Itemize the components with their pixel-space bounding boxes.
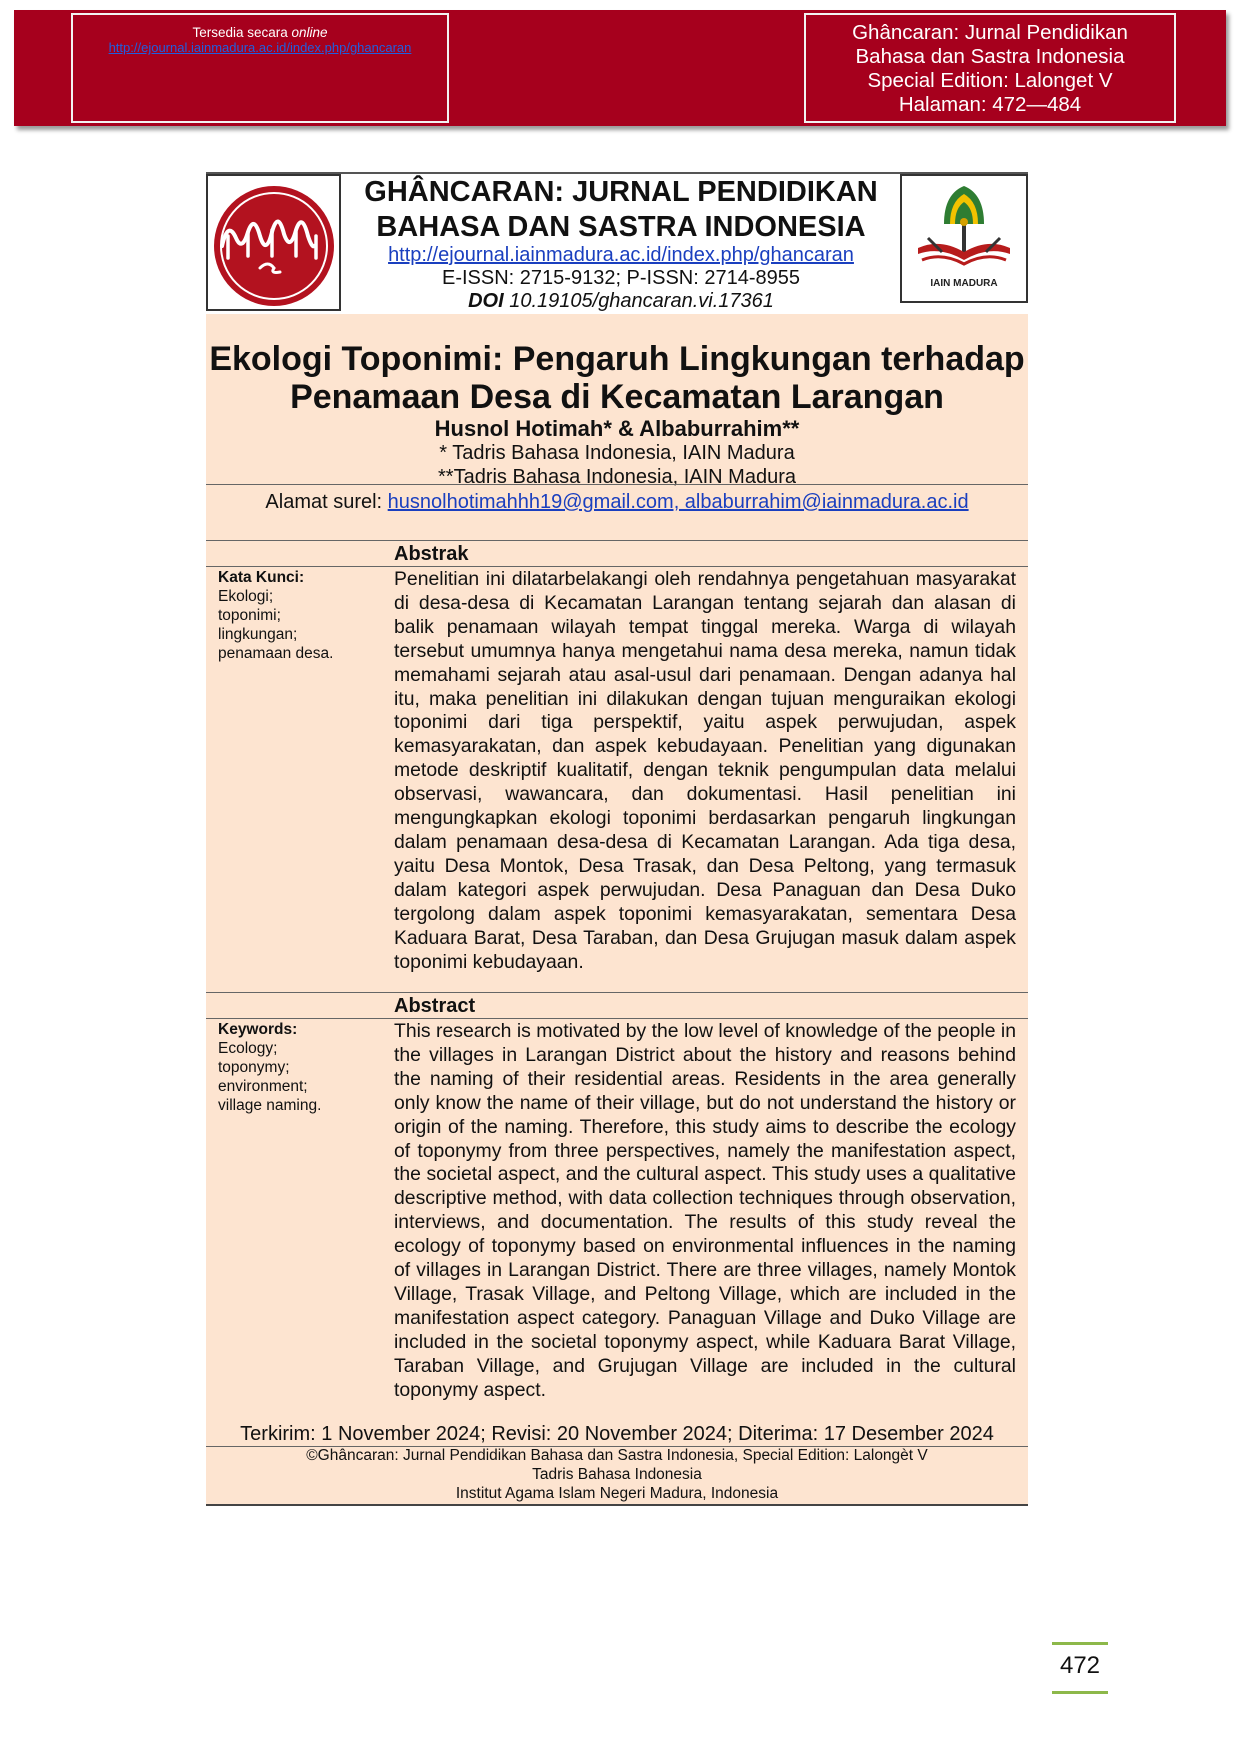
divider [206,1018,1028,1019]
issue-info-line: Halaman: 472—484 [898,93,1082,116]
affiliation: * Tadris Bahasa Indonesia, IAIN Madura [439,442,795,464]
doi: DOI 10.19105/ghancaran.vi.17361 [468,290,774,312]
availability-text: Tersedia secara online [192,25,328,40]
abstrak-body: Penelitian ini dilatarbelakangi oleh rendahnya pengetahuan masyarakat di desa-desa di Kecamatan Larangan tentang sejarah dan alasan di balik penamaan wilayah tempat tinggal mereka. Warga di wilayah tersebut umumnya hanya mengetahui nama desa mereka, namun tidak memahami sejarah atau asal-usul dari penamaan. Dengan adanya hal itu, maka penelitian ini dilakukan dengan tujuan menguraikan ekologi toponimi dari tiga perspektif, yaitu aspek perwujudan, aspek kemasyarakatan, dan aspek kebudayaan. Penelitian yang digunakan metode deskriptif kualitatif, dengan teknik pengumpulan data melalui observasi, wawancara, dan dokumentasi. Hasil penelitian ini mengungkapkan ekologi toponimi berdasarkan pengaruh lingkungan dalam penamaan desa-desa di Kecamatan Larangan. Ada tiga desa, yaitu Desa Montok, Desa Trasak, dan Desa Peltong, yang termasuk dalam kategori aspek perwujudan. Desa Panaguan dan Desa Duko tergolong dalam aspek toponimi kemasyarakatan, sementara Desa Kaduara Barat, Desa Taraban, dan Desa Grujugan masuk dalam aspek toponimi kebudayaan. [394,568,1016,973]
divider [206,540,1028,541]
abstrak-heading: Abstrak [394,543,469,565]
issue-info-line: Ghâncaran: Jurnal Pendidikan [852,21,1128,44]
issue-info-line: Special Edition: Lalonget V [867,69,1113,92]
divider [206,1504,1028,1506]
article-block [206,314,1028,1506]
abstract-heading: Abstract [394,995,476,1017]
page-number: 472 [1059,1652,1101,1679]
divider [206,992,1028,993]
iain-madura-logo [900,174,1028,303]
email-line: Alamat surel: husnolhotimahhh19@gmail.com, albaburrahim@iainmadura.ac.id [265,491,969,513]
authors: Husnol Hotimah* & Albaburrahim** [434,416,800,441]
affiliation: **Tadris Bahasa Indonesia, IAIN Madura [438,466,796,488]
journal-title-line: BAHASA DAN SASTRA INDONESIA [376,211,866,243]
divider [1052,1642,1108,1645]
issue-info-box [804,13,1176,123]
divider [1052,1691,1108,1694]
availability-box [71,13,449,123]
journal-homepage-link[interactable]: http://ejournal.iainmadura.ac.id/index.php/ghancaran [388,244,854,266]
journal-title-line: GHÂNCARAN: JURNAL PENDIDIKAN [364,176,878,208]
iain-madura-logo-text: IAIN MADURA [930,278,998,289]
divider [206,484,1028,485]
issue-info-line: Bahasa dan Sastra Indonesia [855,45,1125,68]
page-number-box [1052,1642,1108,1694]
author-email-link[interactable]: husnolhotimahhh19@gmail.com, albaburrahim@iainmadura.ac.id [387,491,969,513]
journal-header [206,172,1028,316]
abstract-body: This research is motivated by the low level of knowledge of the people in the villages in Larangan District about the history and reasons behind the naming of their residential areas. Residents in the area generally only know the name of their village, but do not understand the history or origin of the naming. Therefore, this study aims to describe the ecology of toponymy from three perspectives, namely the manifestation aspect, the societal aspect, and the cultural aspect. This study uses a qualitative descriptive method, with data collection techniques through observation, interviews, and documentation. The results of this study reveal the ecology of toponymy based on environmental influences in the naming of villages in Larangan District. There are three villages, namely Montok Village, Trasak Village, and Peltong Village, which are included in the manifestation aspect category. Panaguan Village and Duko Village are included in the societal toponymy aspect, while Kaduara Barat Village, Taraban Village, and Grujugan Village are included in the cultural toponymy aspect. [394,1020,1016,1401]
copyright: ©Ghâncaran: Jurnal Pendidikan Bahasa dan Sastra Indonesia, Special Edition: Lalongèt V Tadris Bahasa Indonesia Institut Agama Islam Negeri Madura, Indonesia [306,1447,928,1502]
divider [206,566,1028,567]
keywords: Keywords: Ecology; toponymy; environment; village naming. [218,1021,322,1114]
kata-kunci: Kata Kunci: Ekologi; toponimi; lingkungan; penamaan desa. [218,569,334,662]
article-title: Ekologi Toponimi: Pengaruh Lingkungan terhadap Penamaan Desa di Kecamatan Larangan [209,340,1025,416]
journal-url-link[interactable]: http://ejournal.iainmadura.ac.id/index.php/ghancaran [108,40,412,55]
ghancaran-logo [206,174,341,311]
issn: E-ISSN: 2715-9132; P-ISSN: 2714-8955 [442,267,800,289]
submission-dates: Terkirim: 1 November 2024; Revisi: 20 November 2024; Diterima: 17 Desember 2024 [240,1423,994,1445]
header-banner [14,10,1226,126]
